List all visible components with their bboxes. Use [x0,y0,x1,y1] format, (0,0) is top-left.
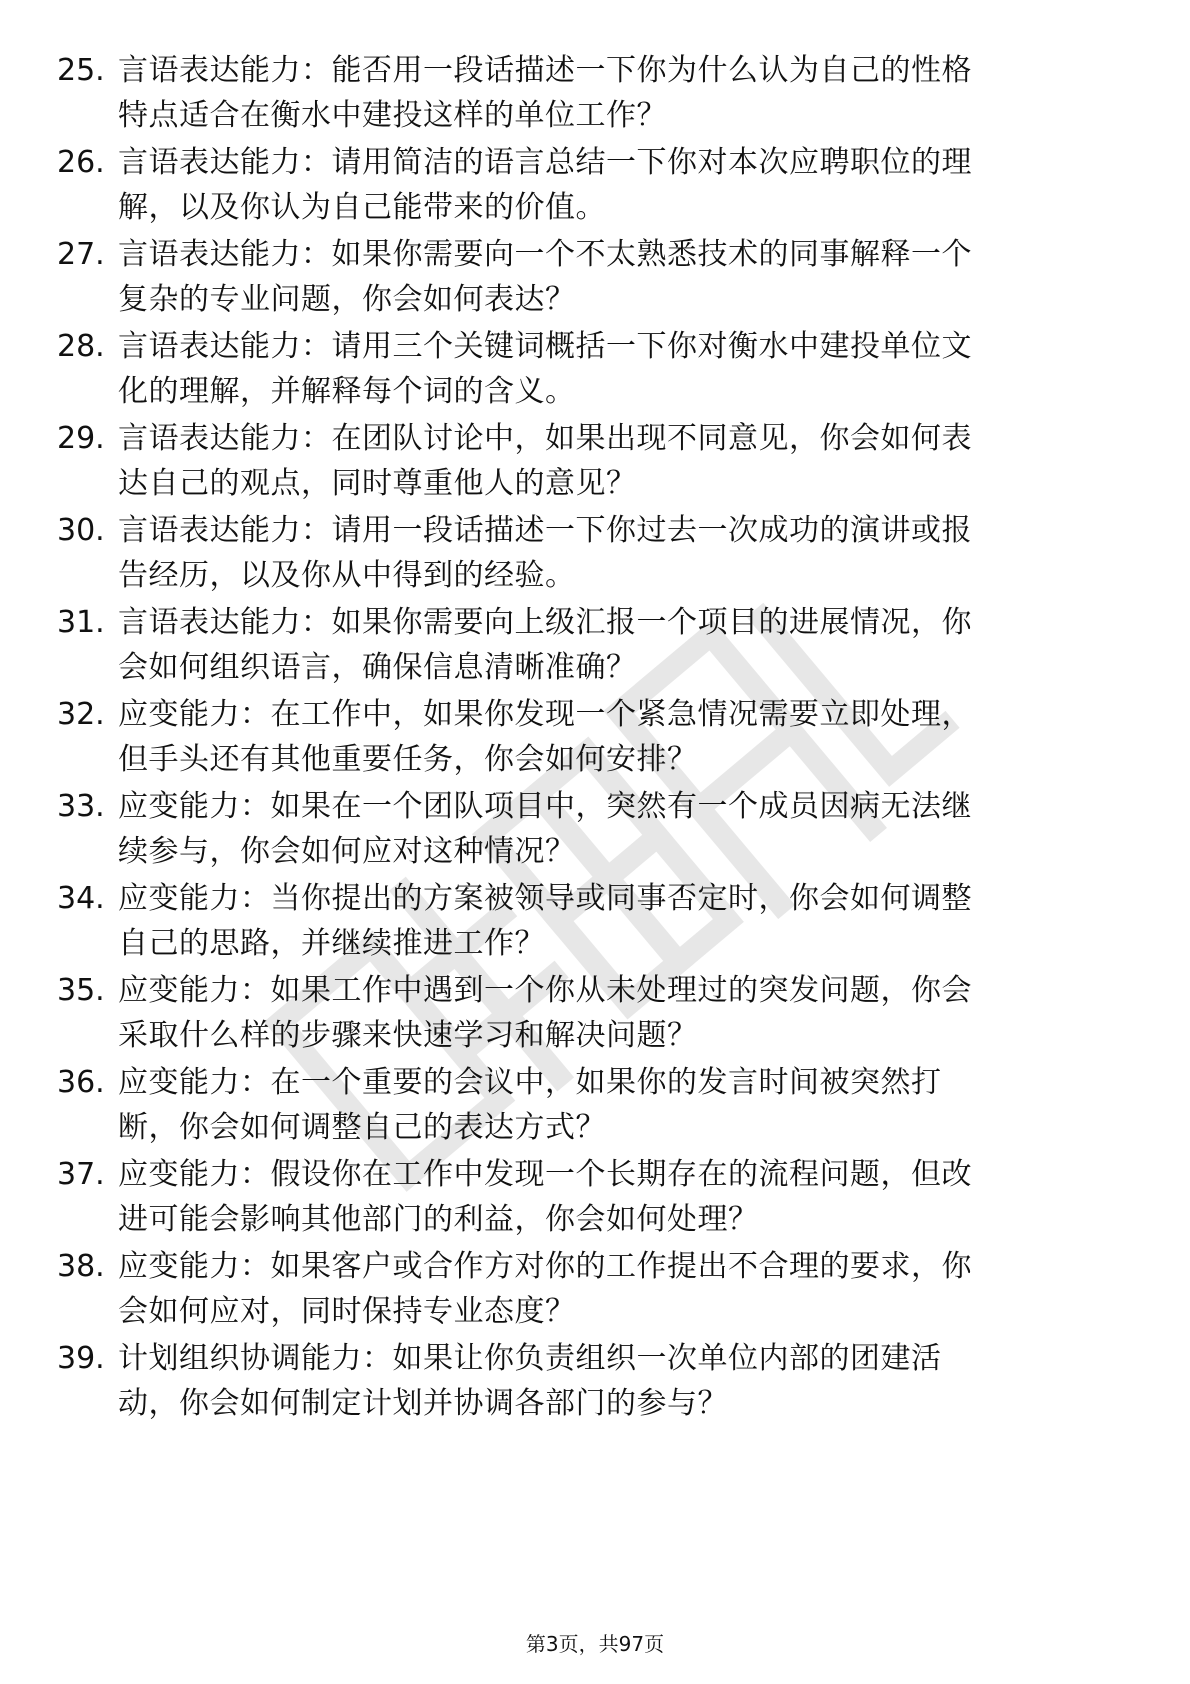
question-number: 30. [57,513,105,548]
question-number: 28. [57,329,105,364]
question-item [0,784,1190,874]
question-text-line: 言语表达能力：请用一段话描述一下你过去一次成功的演讲或报 [118,513,972,548]
question-number: 36. [57,1065,105,1100]
question-number: 31. [57,605,105,640]
question-item [0,1336,1190,1426]
question-text-line: 断，你会如何调整自己的表达方式？ [118,1110,606,1145]
question-text-line: 但手头还有其他重要任务，你会如何安排？ [118,742,698,777]
question-text-line: 复杂的专业问题，你会如何表达？ [118,282,576,317]
question-text-line: 解，以及你认为自己能带来的价值。 [118,190,606,225]
question-number: 32. [57,697,105,732]
question-item [0,1244,1190,1334]
question-number: 39. [57,1341,105,1376]
question-item [0,1152,1190,1242]
question-text-line: 会如何组织语言，确保信息清晰准确？ [118,650,637,685]
question-item [0,140,1190,230]
question-text-line: 特点适合在衡水中建投这样的单位工作？ [118,98,667,133]
question-text-line: 应变能力：在工作中，如果你发现一个紧急情况需要立即处理， [118,697,972,732]
question-text-line: 言语表达能力：如果你需要向上级汇报一个项目的进展情况，你 [118,605,972,640]
question-text-line: 续参与，你会如何应对这种情况？ [118,834,576,869]
question-number: 37. [57,1157,105,1192]
question-text-line: 言语表达能力：在团队讨论中，如果出现不同意见，你会如何表 [118,421,972,456]
question-text-line: 言语表达能力：请用三个关键词概括一下你对衡水中建投单位文 [118,329,972,364]
question-number: 34. [57,881,105,916]
question-text-line: 进可能会影响其他部门的利益，你会如何处理？ [118,1202,759,1237]
question-number: 27. [57,237,105,272]
question-item [0,232,1190,322]
question-item [0,968,1190,1058]
question-number: 29. [57,421,105,456]
question-text-line: 达自己的观点，同时尊重他人的意见？ [118,466,637,501]
question-text-line: 言语表达能力：请用简洁的语言总结一下你对本次应聘职位的理 [118,145,972,180]
question-number: 33. [57,789,105,824]
question-text-line: 告经历，以及你从中得到的经验。 [118,558,576,593]
question-number: 35. [57,973,105,1008]
question-text-line: 计划组织协调能力：如果让你负责组织一次单位内部的团建活 [118,1341,942,1376]
question-number: 38. [57,1249,105,1284]
question-text-line: 应变能力：在一个重要的会议中，如果你的发言时间被突然打 [118,1065,942,1100]
question-text-line: 会如何应对，同时保持专业态度？ [118,1294,576,1329]
question-text-line: 采取什么样的步骤来快速学习和解决问题？ [118,1018,698,1053]
question-item [0,416,1190,506]
question-number: 26. [57,145,105,180]
question-item [0,508,1190,598]
question-item [0,876,1190,966]
question-text-line: 应变能力：如果客户或合作方对你的工作提出不合理的要求，你 [118,1249,972,1284]
question-text-line: 应变能力：如果在一个团队项目中，突然有一个成员因病无法继 [118,789,972,824]
question-text-line: 言语表达能力：能否用一段话描述一下你为什么认为自己的性格 [118,53,972,88]
question-text-line: 应变能力：如果工作中遇到一个你从未处理过的突发问题，你会 [118,973,972,1008]
question-text-line: 化的理解，并解释每个词的含义。 [118,374,576,409]
question-text-line: 言语表达能力：如果你需要向一个不太熟悉技术的同事解释一个 [118,237,972,272]
question-number: 25. [57,53,105,88]
question-item [0,692,1190,782]
question-text-line: 动，你会如何制定计划并协调各部门的参与？ [118,1386,728,1421]
question-text-line: 应变能力：当你提出的方案被领导或同事否定时，你会如何调整 [118,881,972,916]
question-item [0,324,1190,414]
question-item [0,1060,1190,1150]
question-text-line: 应变能力：假设你在工作中发现一个长期存在的流程问题，但改 [118,1157,972,1192]
question-text-line: 自己的思路，并继续推进工作？ [118,926,545,961]
question-item [0,48,1190,138]
question-item [0,600,1190,690]
page-number: 第3页，共97页 [525,1632,665,1656]
